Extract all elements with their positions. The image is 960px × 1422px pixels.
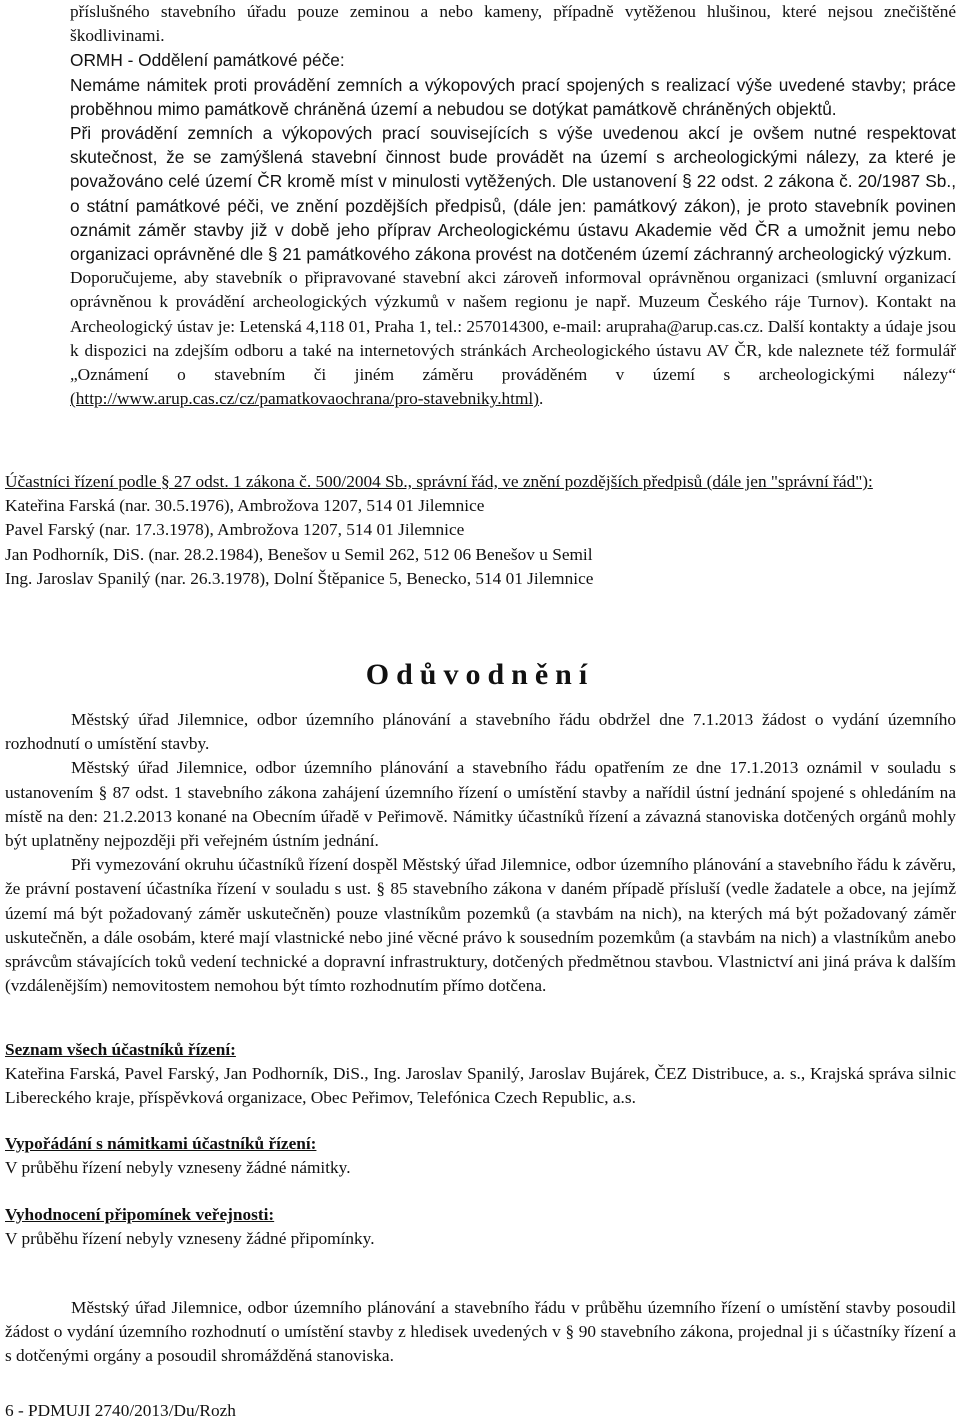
objections-text: V průběhu řízení nebyly vzneseny žádné námitky. — [5, 1158, 351, 1178]
public-comments-section — [5, 1203, 956, 1251]
section-title: Odůvodnění — [365, 658, 595, 691]
paragraph-monument-care: Nemáme námitek proti provádění zemních a výkopových prací spojených s realizací výše uvedené stavby; práce proběhnou mimo památkově chráněná území a nebudou se dotýkat památkově chráněných objektů. — [70, 74, 956, 119]
page-footer: 6 - PDMUJI 2740/2013/Du/Rozh — [5, 1401, 236, 1420]
all-participants-text: Kateřina Farská, Pavel Farský, Jan Podhorník, DiS., Ing. Jaroslav Spanilý, Jaroslav Bujárek, ČEZ Distribuce, a. s., Krajská správa silnic Libereckého kraje, příspěvková organizace, Obec Peřimov, Telefónica Czech Republic, a.s. — [5, 1064, 956, 1108]
reasoning-paragraph-1: Městský úřad Jilemnice, odbor územního plánování a stavebního řádu obdržel dne 7.1.2013 žádost o vydání územního rozhodnutí o umístění stavby. — [5, 710, 956, 754]
participants-heading: Účastníci řízení podle § 27 odst. 1 zákona č. 500/2004 Sb., správní řád, ve znění pozdějších předpisů (dále jen "správní řád"): — [5, 472, 873, 491]
conclusion-section — [5, 1296, 956, 1369]
participant-item: Ing. Jaroslav Spanilý (nar. 26.3.1978), Dolní Štěpanice 5, Benecko, 514 01 Jilemnice — [5, 568, 594, 588]
ormh-heading: ORMH - Oddělení památkové péče: — [70, 50, 345, 71]
participants-section — [5, 470, 956, 591]
paragraph-waste-disposal: příslušného stavebního úřadu pouze zeminou a nebo kameny, případně vytěženou hlušinou, které nejsou znečištěné škodlivinami. — [70, 2, 956, 46]
all-participants-section — [5, 1038, 956, 1111]
conclusion-paragraph: Městský úřad Jilemnice, odbor územního plánování a stavebního řádu v průběhu územního řízení o umístění stavby posoudil žádost o vydání územního rozhodnutí o umístění stavby z hledisek uvedených v § 90 stavebního zákona, projednal ji s účastníky řízení a s dotčenými orgány a posoudil shromážděná stanoviska. — [5, 1298, 956, 1366]
objections-section — [5, 1132, 956, 1180]
public-comments-text: V průběhu řízení nebyly vzneseny žádné připomínky. — [5, 1229, 375, 1249]
participant-item: Pavel Farský (nar. 17.3.1978), Ambrožova 1207, 514 01 Jilemnice — [5, 520, 465, 540]
paragraph-archaeology: Při provádění zemních a výkopových prací souvisejících s výše uvedenou akcí je ovšem nutné respektovat skutečnost, že se zamýšlená stavební činnost bude provádět na území s archeologickými nálezy, za které je považováno celé území ČR kromě míst v minulosti vytěžených. Dle ustanovení § 22 odst. 2 zákona č. 20/1987 Sb., o státní památkové péči, ve znění pozdějších předpisů, (dále jen: památkový zákon), je proto stavebník povinen oznámit záměr stavby již v době jeho příprav Archeologickému ústavu Akademie věd ČR a umožnit jemu nebo organizaci oprávněné dle § 21 památkového zákona provést na dotčeném území záchranný archeologický výzkum. — [70, 123, 956, 265]
paragraph-recommendation — [70, 266, 956, 411]
participant-item: Jan Podhorník, DiS. (nar. 28.2.1984), Benešov u Semil 262, 512 06 Benešov u Semil — [5, 544, 593, 564]
link-tail: . — [538, 389, 544, 409]
public-comments-heading: Vyhodnocení připomínek veřejnosti: — [5, 1205, 275, 1224]
arup-link[interactable]: (http://www.arup.cas.cz/cz/pamatkovaochrana/pro-stavebniky.html) — [70, 389, 539, 409]
participant-item: Kateřina Farská (nar. 30.5.1976), Ambrožova 1207, 514 01 Jilemnice — [5, 496, 485, 516]
reasoning-section — [5, 708, 956, 998]
recommendation-text: Doporučujeme, aby stavebník o připravované stavební akci zároveň informoval oprávněnou organizaci (smluvní organizací oprávněnou k provádění archeologických výzkumů v našem regionu je např. Muzeum Českého ráje Turnov). Kontakt na Archeologický ústav je: Letenská 4,118 01, Praha 1, tel.: 257014300, e-mail: arupraha@arup.cas.cz. Další kontakty a údaje jsou k dispozici na zdejším odboru a také na internetových stránkách Archeologického ústavu AV ČR, kde naleznete též formulář „Oznámení o stavebním či jiném záměru prováděném v území s archeologickými nálezy“ — [70, 268, 956, 385]
reasoning-paragraph-2: Městský úřad Jilemnice, odbor územního plánování a stavebního řádu opatřením ze dne 17.1.2013 oznámil v souladu s ustanovením § 87 odst. 1 stavebního zákona zahájení územního řízení o umístění stavby a nařídil ústní jednání spojené s ohledáním na místě na den: 21.2.2013 konané na Obecním úřadě v Peřimově. Námitky účastníků řízení a závazná stanoviska dotčených orgánů mohly být uplatněny nejpozději při veřejném ústním jednání. — [5, 758, 956, 851]
ormh-section — [70, 0, 956, 411]
reasoning-paragraph-3: Při vymezování okruhu účastníků řízení dospěl Městský úřad Jilemnice, odbor územního plánování a stavebního řádu k závěru, že právní postavení účastníka řízení v souladu s ust. § 85 stavebního zákona v daném případě přísluší (vedle žadatele a obce, na jejímž území má být požadovaný záměr uskutečněn) pouze vlastníkům pozemků (a stavbám na nich), na kterých má být požadovaný záměr uskutečněn, a dále osobám, které mají vlastnické nebo jiné věcné právo k sousedním pozemkům (a stavbám na nich) a vlastníkům anebo správcům stávajících toků vedení technické a dopravní infrastruktury, dotčených předmětnou stavbou. Vlastnictví ani jiná práva k dalším (vzdálenějším) nemovitostem nemohou být tímto rozhodnutím přímo dotčena. — [5, 855, 956, 996]
all-participants-heading: Seznam všech účastníků řízení: — [5, 1040, 236, 1059]
objections-heading: Vypořádání s námitkami účastníků řízení: — [5, 1134, 317, 1153]
